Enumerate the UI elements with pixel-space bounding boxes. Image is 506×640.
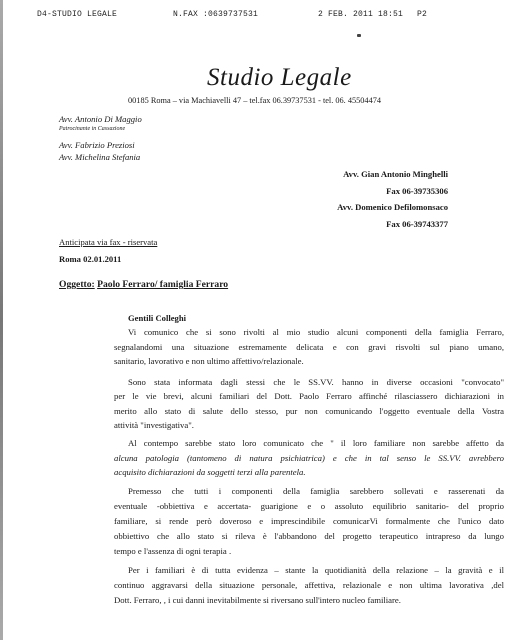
p4-line: familiare, si rende però doveroso e imprescindibile comunicarVi formalmente che l'unico dato xyxy=(114,516,504,526)
subject-label: Oggetto: xyxy=(59,279,95,290)
scan-edge xyxy=(0,0,3,640)
fax-page: P2 xyxy=(417,10,428,19)
p3-line: Al contempo sarebbe stato loro comunicato che " il loro familiare non sarebbe affetto da xyxy=(128,438,504,448)
p4-line: tempo e l'assenza di ogni terapia . xyxy=(114,546,232,556)
p1-line: segnalandomi una situazione estremamente delicata e con gravi risvolti sul piano umano, xyxy=(114,342,504,352)
lawyer-2: Avv. Fabrizio Preziosi xyxy=(59,140,135,150)
fax-number: N.FAX :0639737531 xyxy=(173,10,259,19)
delivery-note: Anticipata via fax - riservata xyxy=(59,237,158,247)
p4-line: obbiettivo che allo stato si rileva è l'abbandono del progetto terapeutico intrapreso da lungo xyxy=(114,531,504,541)
p5-line: Per i familiari è di tutta evidenza – stante la quotidianità della relazione – la gravità e il xyxy=(128,565,504,575)
subject-line xyxy=(59,279,228,290)
p3-line: acquisito dichiarazioni da soggetti terzi alla parentela. xyxy=(114,467,306,477)
p1-line: Vi comunico che si sono rivolti al mio studio alcuni componenti della famiglia Ferraro, xyxy=(128,327,504,337)
recipient-1-name: Avv. Gian Antonio Minghelli xyxy=(343,169,448,179)
letterhead-address: 00185 Roma – via Machiavelli 47 – tel.fax 06.39737531 - tel. 06. 45504474 xyxy=(128,96,382,105)
p5-line: continuo aggravarsi della situazione personale, affettiva, relazionale e non ultima lavorativa ,del xyxy=(114,580,504,590)
greeting: Gentili Colleghi xyxy=(128,313,187,323)
p4-line: eventuale -obbiettiva e accertata- guarigione e o assoluto equilibrio sanitario- del proprio xyxy=(114,501,504,511)
p2-line: per le vie brevi, alcuni familiari del Dott. Paolo Ferraro affinché rilasciassero dichiarazioni in xyxy=(114,391,504,401)
letter-date: Roma 02.01.2011 xyxy=(59,254,122,264)
lawyer-3: Avv. Michelina Stefania xyxy=(59,152,141,162)
lawyer-1-title: Patrocinante in Cassazione xyxy=(59,126,126,132)
fax-sender: D4-STUDIO LEGALE xyxy=(37,10,118,19)
fax-date: 2 FEB. 2011 18:51 xyxy=(318,10,404,19)
recipient-1-fax: Fax 06-39735306 xyxy=(386,186,448,196)
p3-line: alcuna patologia (tantomeno di natura psichiatrica) e che in tal senso le SS.VV. avrebbero xyxy=(114,453,504,463)
scan-speck xyxy=(357,34,361,37)
recipient-2-fax: Fax 06-39743377 xyxy=(386,219,448,229)
p2-line: merito allo stato di salute dello stesso, pur non comunicando l'oggetto eventuale della Vostra xyxy=(114,406,504,416)
subject-text: Paolo Ferraro/ famiglia Ferraro xyxy=(97,279,229,290)
p4-line: Premesso che tutti i componenti della famiglia sarebbero sollevati e rasserenati da xyxy=(128,486,504,496)
p2-line: Sono stata informata dagli stessi che le SS.VV. hanno in diverse occasioni "convocato" xyxy=(128,377,504,387)
recipient-2-name: Avv. Domenico Defilomonsaco xyxy=(337,202,448,212)
p5-line: Dott. Ferraro, , i cui danni inevitabilmente si riversano sull'intero nucleo familiare. xyxy=(114,595,401,605)
p2-line: attività "investigativa". xyxy=(114,420,194,430)
letterhead-title: Studio Legale xyxy=(207,64,352,91)
lawyer-1: Avv. Antonio Di Maggio xyxy=(59,114,142,124)
p1-line: sanitario, lavorativo e non ultimo affettivo/relazionale. xyxy=(114,356,304,366)
